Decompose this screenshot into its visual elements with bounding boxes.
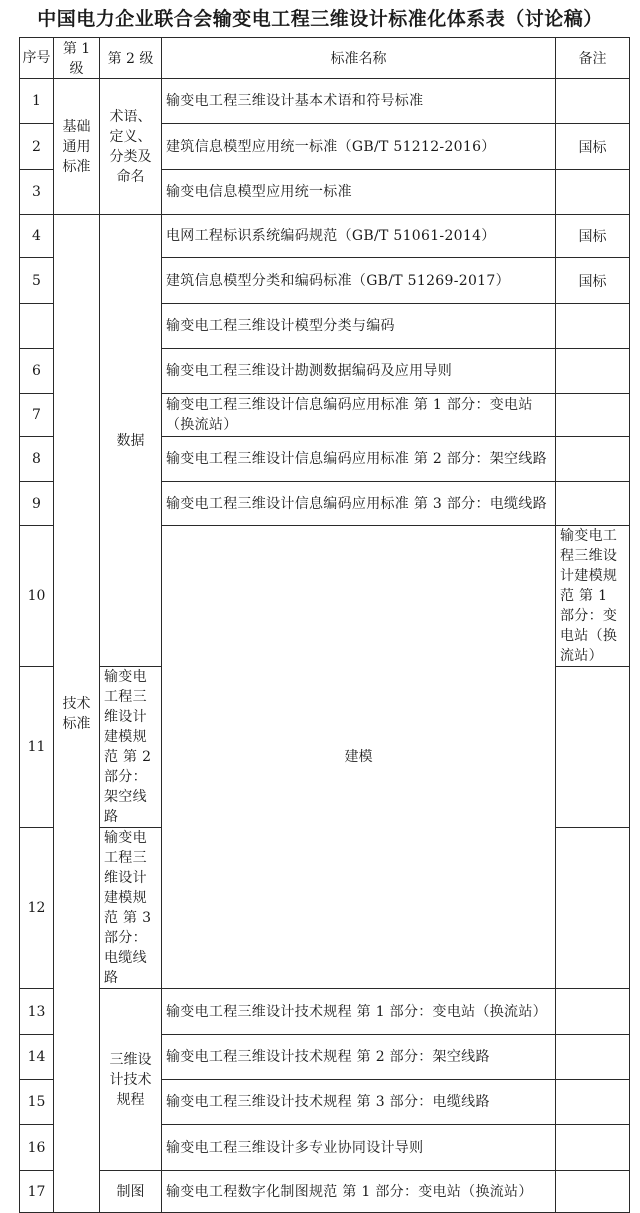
level2-modeling: 建模 <box>162 526 556 989</box>
row-number: 11 <box>20 667 54 828</box>
header-no: 序号 <box>20 38 54 79</box>
row-number: 3 <box>20 170 54 215</box>
row-number <box>20 304 54 349</box>
standard-name: 输变电工程三维设计建模规范 第 3 部分：电缆线路 <box>100 828 162 989</box>
header-level1: 第 1 级 <box>54 38 100 79</box>
note <box>556 170 630 215</box>
standard-name: 输变电工程三维设计多专业协同设计导则 <box>162 1125 556 1171</box>
row-number: 12 <box>20 828 54 989</box>
level2-design: 三维设计技术规程 <box>100 989 162 1171</box>
row-number: 17 <box>20 1171 54 1213</box>
table-row <box>20 79 630 124</box>
level1-basic: 基础通用标准 <box>54 79 100 215</box>
standard-name: 输变电工程三维设计技术规程 第 1 部分：变电站（换流站） <box>162 989 556 1035</box>
note <box>556 482 630 526</box>
row-number: 4 <box>20 215 54 258</box>
level2-drawing: 制图 <box>100 1171 162 1213</box>
row-number: 10 <box>20 526 54 667</box>
row-number: 9 <box>20 482 54 526</box>
row-number: 1 <box>20 79 54 124</box>
row-number: 2 <box>20 124 54 170</box>
note <box>556 437 630 482</box>
standard-name: 电网工程标识系统编码规范（GB/T 51061-2014） <box>162 215 556 258</box>
row-number: 6 <box>20 349 54 394</box>
row-number: 16 <box>20 1125 54 1171</box>
table-row <box>20 989 630 1035</box>
row-number: 5 <box>20 258 54 304</box>
standard-name: 输变电工程三维设计信息编码应用标准 第 2 部分：架空线路 <box>162 437 556 482</box>
level1-technical: 技术标准 <box>54 215 100 1213</box>
note <box>556 1125 630 1171</box>
standard-name: 输变电工程数字化制图规范 第 1 部分：变电站（换流站） <box>162 1171 556 1213</box>
header-level2: 第 2 级 <box>100 38 162 79</box>
header-note: 备注 <box>556 38 630 79</box>
table-header-row <box>20 38 630 79</box>
standard-name: 输变电工程三维设计勘测数据编码及应用导则 <box>162 349 556 394</box>
standard-name: 输变电工程三维设计建模规范 第 1 部分：变电站（换流站） <box>556 526 630 667</box>
row-number: 15 <box>20 1080 54 1125</box>
level2-terminology: 术语、定义、分类及命名 <box>100 79 162 215</box>
standard-name: 输变电工程三维设计信息编码应用标准 第 3 部分：电缆线路 <box>162 482 556 526</box>
note <box>556 989 630 1035</box>
standard-name: 输变电信息模型应用统一标准 <box>162 170 556 215</box>
table-row <box>20 215 630 258</box>
header-name: 标准名称 <box>162 38 556 79</box>
note <box>556 1080 630 1125</box>
note <box>556 304 630 349</box>
note <box>556 1171 630 1213</box>
note <box>556 79 630 124</box>
standard-name: 输变电工程三维设计信息编码应用标准 第 1 部分：变电站（换流站） <box>162 394 556 437</box>
note <box>556 349 630 394</box>
standard-name: 输变电工程三维设计基本术语和符号标准 <box>162 79 556 124</box>
note <box>556 667 630 828</box>
row-number: 7 <box>20 394 54 437</box>
standard-name: 建筑信息模型分类和编码标准（GB/T 51269-2017） <box>162 258 556 304</box>
standard-name: 输变电工程三维设计建模规范 第 2 部分：架空线路 <box>100 667 162 828</box>
standard-name: 输变电工程三维设计模型分类与编码 <box>162 304 556 349</box>
table-row <box>20 1171 630 1213</box>
note <box>556 1035 630 1080</box>
standard-name: 建筑信息模型应用统一标准（GB/T 51212-2016） <box>162 124 556 170</box>
note <box>556 828 630 989</box>
row-number: 8 <box>20 437 54 482</box>
page-title: 中国电力企业联合会输变电工程三维设计标准化体系表（讨论稿） <box>37 8 603 30</box>
note: 国标 <box>556 258 630 304</box>
note: 国标 <box>556 215 630 258</box>
level2-data: 数据 <box>100 215 162 667</box>
note: 国标 <box>556 124 630 170</box>
note <box>556 394 630 437</box>
row-number: 13 <box>20 989 54 1035</box>
standard-name: 输变电工程三维设计技术规程 第 2 部分：架空线路 <box>162 1035 556 1080</box>
standards-table <box>19 37 630 1213</box>
row-number: 14 <box>20 1035 54 1080</box>
standard-name: 输变电工程三维设计技术规程 第 3 部分：电缆线路 <box>162 1080 556 1125</box>
